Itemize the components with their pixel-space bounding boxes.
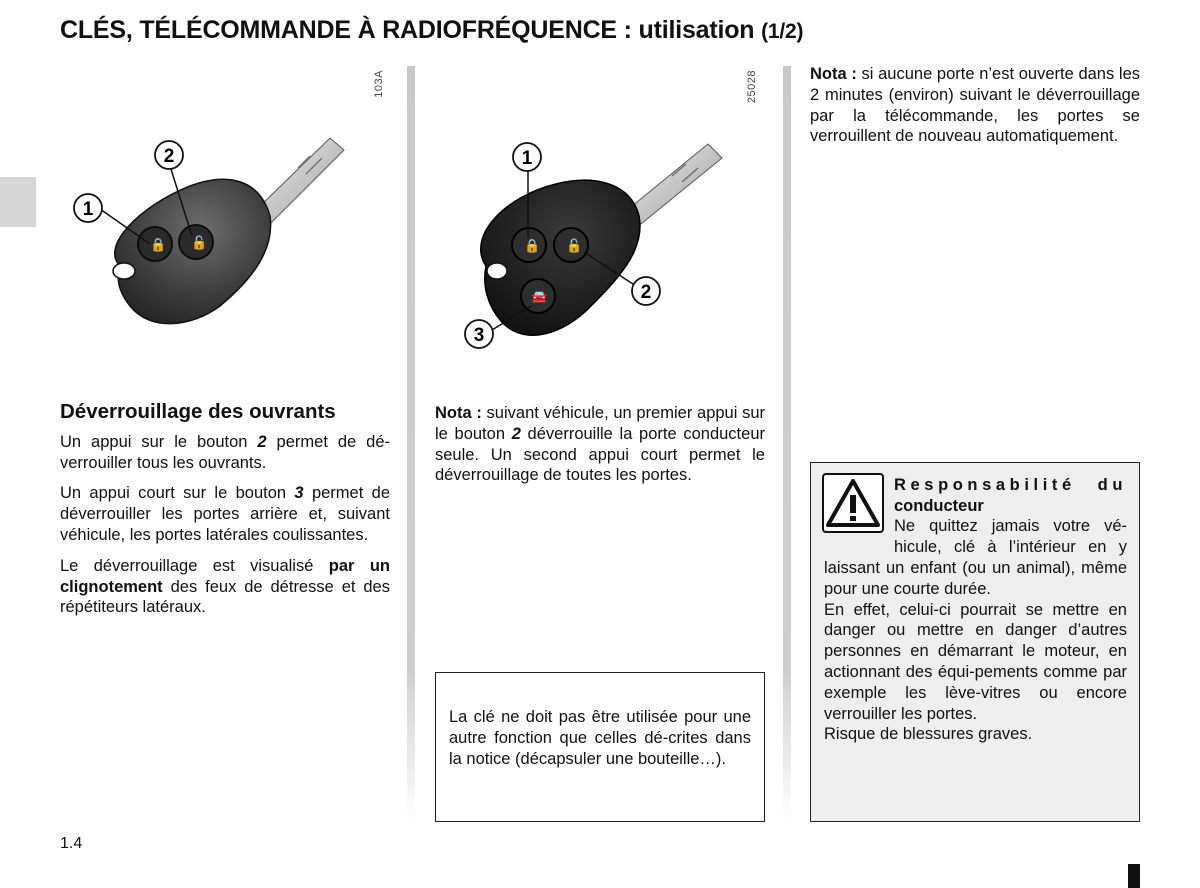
warning-title: Responsabilité du conducteur xyxy=(894,476,1127,515)
svg-text:3: 3 xyxy=(473,325,485,346)
page-number: 1.4 xyxy=(60,835,83,852)
figure-key-two-buttons xyxy=(60,66,390,366)
svg-text:1: 1 xyxy=(82,199,94,220)
paragraph-3: Le déverrouillage est visualisé par un clignotement des feux de détresse et des répétiteurs latéraux. xyxy=(60,556,390,617)
title-main: CLÉS, TÉLÉCOMMANDE À RADIOFRÉQUENCE : utilisation xyxy=(60,16,755,44)
warning-triangle-icon xyxy=(822,473,884,533)
callout-2-fig2 xyxy=(632,277,660,305)
svg-text:1: 1 xyxy=(521,148,533,169)
figure-code-2: 25028 xyxy=(746,70,758,104)
key-ring-hole-1 xyxy=(113,263,135,279)
column-separator-2 xyxy=(783,66,791,822)
col1-text xyxy=(60,402,390,628)
svg-text:2: 2 xyxy=(163,146,175,167)
title-suffix: (1/2) xyxy=(761,20,804,43)
warning-lead-lines: Ne quittez jamais votre vé- hicule, clé à l’intérieur en y xyxy=(894,517,1127,556)
key-ring-hole-2 xyxy=(487,263,507,279)
page-title xyxy=(60,16,803,45)
callout-3-fig2 xyxy=(465,320,493,348)
unlock-icon: 🔓 xyxy=(191,236,208,251)
col3-nota: Nota : si aucune porte n’est ouverte dans les 2 minutes (environ) suivant le déverrouillage par la télécommande, les portes se verrouillent de nouveau automatiquement. xyxy=(810,65,1140,146)
column-separator-1 xyxy=(407,66,415,822)
col2-nota: Nota : suivant véhicule, un premier appui sur le bouton 2 déverrouille la porte conducteur seule. Un second appui court permet le déverrouillage de toutes les portes. xyxy=(435,404,765,485)
corner-marker xyxy=(1128,864,1140,888)
warning-box xyxy=(810,462,1140,822)
figure-key-three-buttons xyxy=(436,66,766,366)
callout-1-fig2 xyxy=(513,143,541,171)
key-blade-2 xyxy=(626,144,722,224)
lock-icon-2: 🔒 xyxy=(524,239,541,254)
paragraph-2: Un appui court sur le bouton 3 permet de déverrouiller les portes arrière et, suivant véhicule, les portes latérales coulissantes. xyxy=(60,484,390,544)
lock-icon: 🔒 xyxy=(150,238,167,253)
section-heading: Déverrouillage des ouvrants xyxy=(60,400,336,423)
warning-body: laissant un enfant (ou un animal), même pour une courte durée. En effet, celui-ci pourrait se mettre en danger ou mettre en danger d’autres personnes en démarrant le moteur, en actionnant des équi-pements comme par exemple les lève-vitres ou encore verrouiller les portes. Risque de blessures graves. xyxy=(824,559,1127,744)
callout-1-fig1 xyxy=(74,194,102,222)
unlock-icon-2: 🔓 xyxy=(566,239,583,254)
usage-notice-box xyxy=(435,672,765,822)
trunk-icon: 🚘 xyxy=(531,290,548,305)
callout-2-fig1 xyxy=(155,141,183,169)
svg-text:2: 2 xyxy=(640,282,652,303)
usage-notice-text: La clé ne doit pas être utilisée pour une autre fonction que celles dé-crites dans la notice (décapsuler une bouteille…). xyxy=(449,708,751,768)
figure-code-1: 103A xyxy=(373,70,385,98)
paragraph-1: Un appui sur le bouton 2 permet de dé-verrouiller tous les ouvrants. xyxy=(60,432,390,472)
section-tab-marker xyxy=(0,177,36,227)
